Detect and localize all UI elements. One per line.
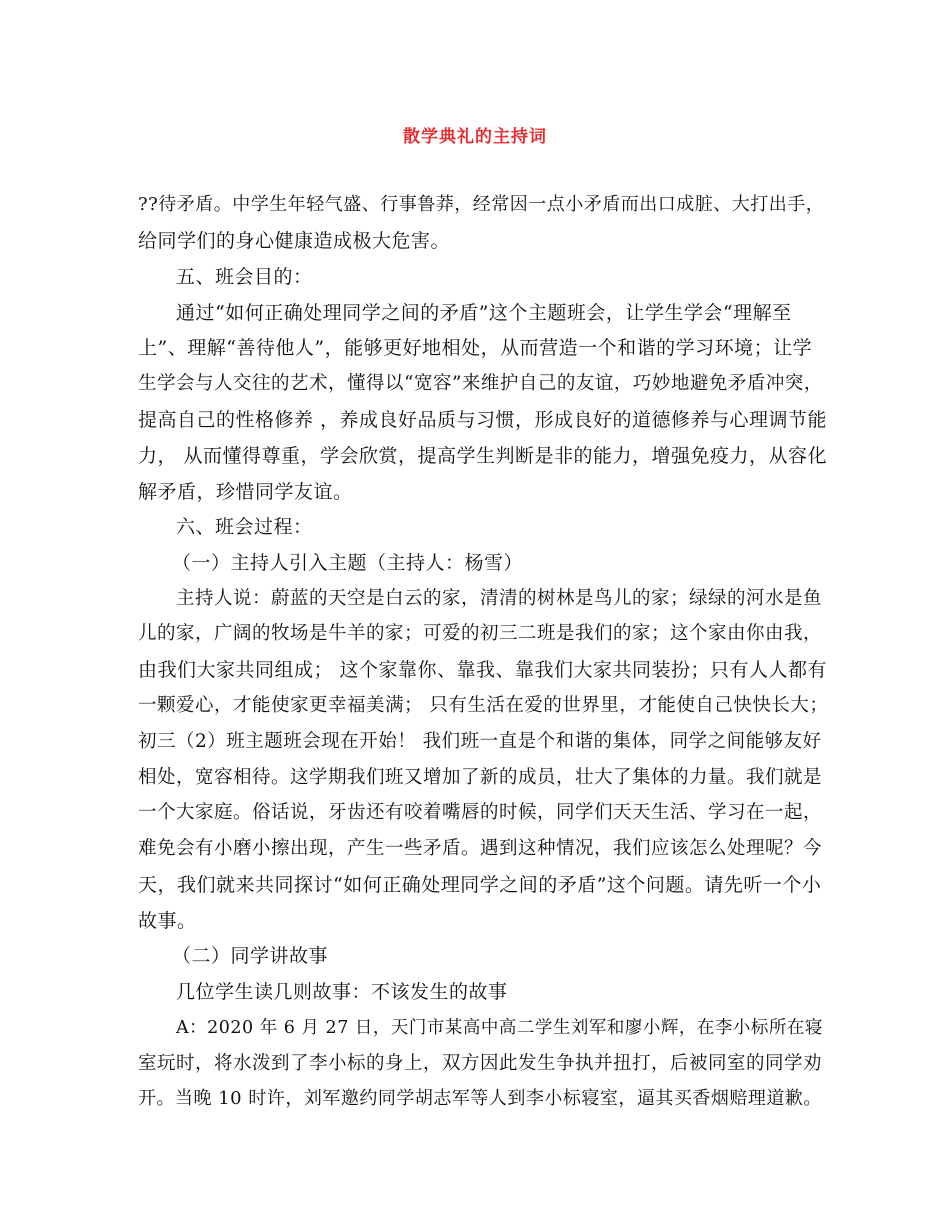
text-line: 难免会有小磨小擦出现，产生一些矛盾。遇到这种情况，我们应该怎么处理呢？今: [138, 838, 823, 859]
text-line: 上”、理解“善待他人”，能够更好地相处，从而营造一个和谐的学习环境；让学: [138, 337, 813, 359]
text-line: ??待矛盾。中学生年轻气盛、行事鲁莽，经常因一点小矛盾而出口成脏、大打出手，: [138, 194, 825, 215]
text-line: 天，我们就来共同探讨“如何正确处理同学之间的矛盾”这个问题。请先听一个小: [138, 874, 822, 896]
text-line: 一颗爱心，才能使家更幸福美满； 只有生活在爱的世界里，才能使自己快快长大；: [138, 695, 829, 716]
document-title: 散学典礼的主持词: [403, 127, 547, 147]
text-line: 生学会与人交往的艺术，懂得以“宽容”来维护自己的友谊，巧妙地避免矛盾冲突，: [138, 373, 823, 394]
text-line: 儿的家，广阔的牧场是牛羊的家；可爱的初三二班是我们的家；这个家由你由我，: [138, 623, 823, 644]
text-line: 主持人说：蔚蓝的天空是白云的家，清清的树林是鸟儿的家；绿绿的河水是鱼: [176, 588, 823, 609]
section-heading: 六、班会过程：: [176, 516, 313, 538]
text-line: 几位学生读几则故事：不该发生的故事: [176, 981, 508, 1003]
text-line: 通过“如何正确处理同学之间的矛盾”这个主题班会，让学生学会“理解至: [176, 302, 792, 324]
subsection-heading: （一）主持人引入主题（主持人：杨雪）: [172, 552, 524, 574]
text-line: 初三（2）班主题班会现在开始！ 我们班一直是个和谐的集体，同学之间能够友好: [138, 731, 822, 752]
text-line: A：2020 年 6 月 27 日，天门市某高中高二学生刘军和廖小辉，在李小标所在寝: [176, 1018, 823, 1038]
text-line: 解矛盾，珍惜同学友谊。: [138, 481, 353, 503]
text-line: 由我们大家共同组成； 这个家靠你、靠我、靠我们大家共同装扮；只有人人都有: [138, 659, 828, 681]
section-heading: 五、班会目的：: [176, 266, 313, 288]
text-line: 一个大家庭。俗话说，牙齿还有咬着嘴唇的时候，同学们天天生活、学习在一起，: [138, 802, 823, 823]
subsection-heading: （二）同学讲故事: [172, 945, 329, 967]
text-line: 相处，宽容相待。这学期我们班又增加了新的成员，壮大了集体的力量。我们就是: [138, 767, 823, 788]
text-line: 故事。: [138, 910, 197, 932]
text-line: 提高自己的性格修养 ，养成良好品质与习惯，形成良好的道德修养与心理调节能: [138, 409, 828, 431]
text-line: 开。当晚 10 时许，刘军邀约同学胡志军等人到李小标寝室，逼其买香烟赔理道歉。: [138, 1088, 822, 1109]
text-line: 给同学们的身心健康造成极大危害。: [138, 230, 451, 252]
text-line: 力， 从而懂得尊重，学会欣赏，提高学生判断是非的能力，增强免疫力，从容化: [138, 445, 828, 467]
text-line: 室玩时，将水泼到了李小标的身上，双方因此发生争执并扭打，后被同室的同学劝: [138, 1053, 823, 1074]
